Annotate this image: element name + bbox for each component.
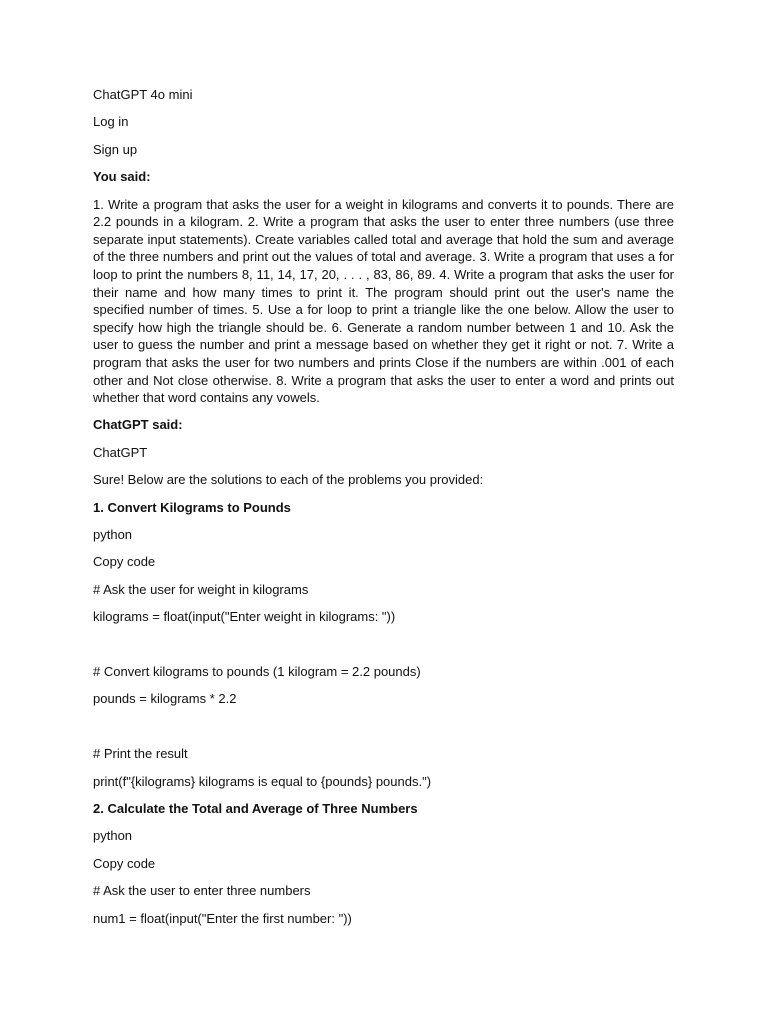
user-message: 1. Write a program that asks the user for a weight in kilograms and converts it to pounds. There are 2.2 pounds in a kilogram. 2. Write a program that asks the user to enter three numbers (use three separate input statements). Create variables called total and average that hold the sum and average of the three numbers and print out the values of total and average. 3. Write a program that uses a for loop to print the numbers 8, 11, 14, 17, 20, . . . , 83, 86, 89. 4. Write a program that asks the user for their name and how many times to print it. The program should print out the user's name the specified number of times. 5. Use a for loop to print a triangle like the one below. Allow the user to specify how high the triangle should be. 6. Generate a random number between 1 and 10. Ask the user to guess the number and print a message based on whether they get it right or not. 7. Write a program that asks the user for two numbers and prints Close if the numbers are within .001 of each other and Not close otherwise. 8. Write a program that asks the user to enter a word and prints out whether that word contains any vowels. [93,196,674,406]
code-line: # Ask the user for weight in kilograms [93,581,309,597]
code-language-label: python [93,527,133,543]
section-heading: 2. Calculate the Total and Average of Three Numbers [93,800,418,816]
signup-link-text[interactable]: Sign up [93,141,138,157]
code-line: kilograms = float(input("Enter weight in kilograms: ")) [93,609,396,625]
assistant-label: ChatGPT said: [93,417,183,433]
code-line: pounds = kilograms * 2.2 [93,691,237,707]
app-title: ChatGPT 4o mini [93,87,193,102]
login-link-text[interactable]: Log in [93,114,129,130]
copy-code-button[interactable]: Copy code [93,554,156,570]
code-blank-line [93,636,674,654]
code-line: print(f"{kilograms} kilograms is equal to {pounds} pounds.") [93,773,432,789]
user-label: You said: [93,169,151,185]
assistant-name: ChatGPT [93,444,148,460]
code-blank-line [93,718,674,736]
section-heading: 1. Convert Kilograms to Pounds [93,499,291,515]
copy-code-button[interactable]: Copy code [93,855,156,871]
code-language-label: python [93,828,133,844]
code-line: # Convert kilograms to pounds (1 kilogram = 2.2 pounds) [93,664,421,679]
code-line: # Ask the user to enter three numbers [93,883,311,899]
assistant-intro: Sure! Below are the solutions to each of the problems you provided: [93,472,484,488]
signup-link[interactable] [93,141,674,159]
document-page [93,86,674,937]
code-line: num1 = float(input("Enter the first number: ")) [93,910,352,926]
login-link[interactable] [93,113,674,131]
code-line: # Print the result [93,746,188,762]
solutions-list [93,499,674,927]
